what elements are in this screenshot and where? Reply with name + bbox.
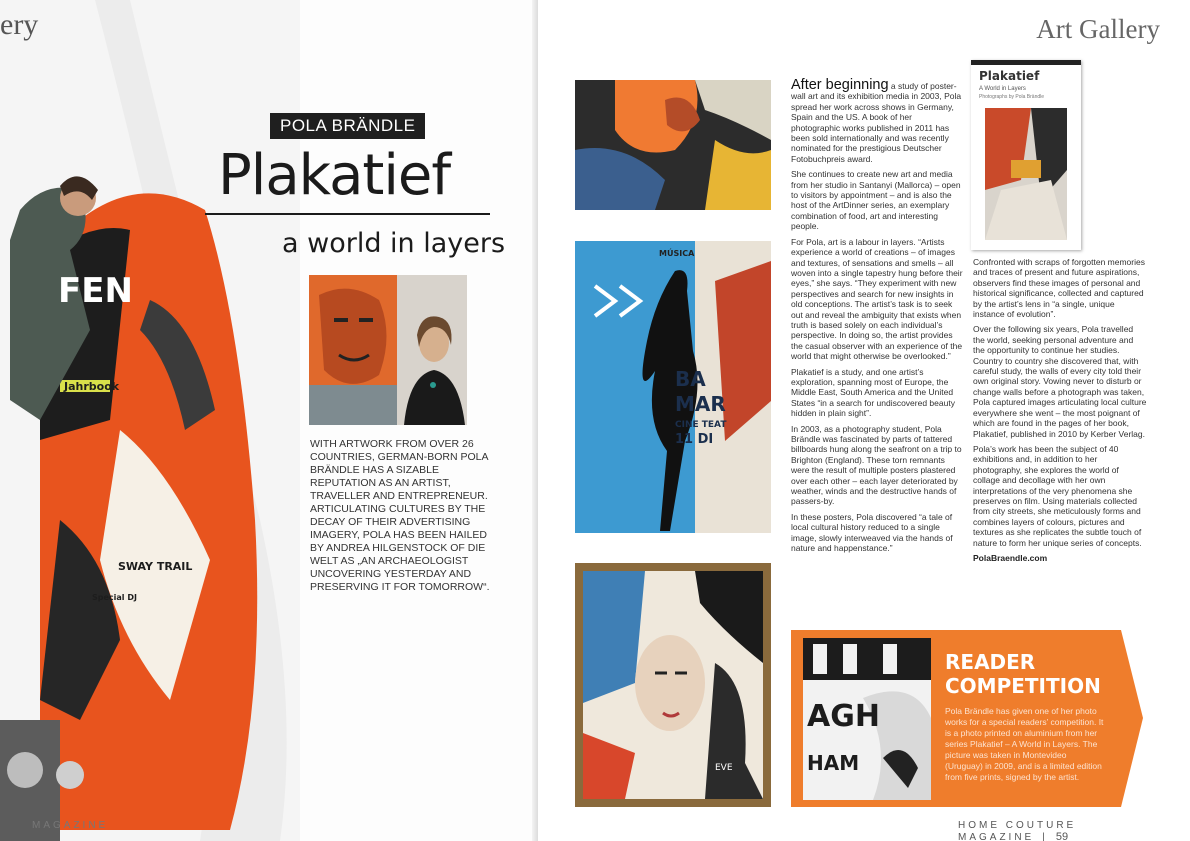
hero-poster-text: FEN (58, 271, 133, 311)
folio-word: ery (0, 8, 39, 41)
article-title: Plakatief (218, 143, 451, 208)
article-paragraph: Plakatief is a study, and one artist’s exploration, spanning most of Europe, the Middle East, South America and the United States “in a search for undiscovered beauty hidden in plain sight”. (791, 366, 955, 419)
lead-text: a study of poster-wall art and its exhibition media in 2003, Pola spread her work across shows in Germany, Spain and the US. A book of her photographic works published in 2011 has been sold internationally and was recently nominated for the prestigious Deutscher Fotobuchpreis award. (791, 81, 962, 164)
poster-2-text: CINE TEAT (675, 420, 727, 430)
article-paragraph: For Pola, art is a labour in layers. “Artists experience a world of creations – of images and textures, of sensations and smells – all woven into a single tapestry hung before their eyes,” she says. “They experiment with new perspectives and search for new insights in old conceptions. The artist’s task is to seek out and reveal the ambiguity that exists when truth is based solely on each individual’s perspective. In doing so, the artist provides the casual observer with an experience of the world that might otherwise be overlooked.” (791, 236, 963, 362)
footer-magazine-left: MAGAZINE (32, 820, 109, 831)
competition-photo (803, 638, 931, 800)
poster-2-text: BA (675, 367, 706, 391)
book-byline: Photographs by Pola Brändle (979, 94, 1045, 100)
right-page (538, 0, 1190, 841)
article-lead-paragraph (791, 77, 963, 164)
poster-2-text: MAR (675, 392, 726, 416)
poster-2-text: MÚSICA (659, 249, 695, 258)
poster-photo-2 (575, 241, 771, 533)
poster-3-text: EVE (715, 763, 733, 773)
book-cover (971, 60, 1081, 250)
hero-poster-text: Special DJ (92, 593, 137, 602)
hero-artist-photo (0, 0, 300, 841)
competition-title-line1: READER (945, 650, 1036, 674)
left-page (0, 0, 538, 841)
poster-photo-3 (575, 563, 771, 807)
artist-website-link[interactable]: PolaBraendle.com (973, 552, 1048, 563)
hero-poster-text: Jahrbook (64, 380, 120, 393)
hero-poster-text: SWAY TRAIL (118, 560, 193, 573)
book-title: Plakatief (979, 69, 1040, 83)
page-footer (958, 820, 1190, 841)
competition-title-line2: COMPETITION (945, 674, 1101, 698)
comp-poster-text: AGH (807, 699, 880, 734)
article-paragraph: Over the following six years, Pola travelled the world, seeking personal adventure and the opportunity to continue her studies. Country to country she discovered that, with careful study, the walls of every city told their own original story. Vowing never to disturb or change walls before a photograph was taken, Pola captured images articulating local culture everywhere she went – the most poignant of which are found in the pages of her book, Plakatief, published in 2010 by Kerber Verlag. (973, 324, 1147, 439)
competition-title (945, 650, 1115, 698)
footer-separator: | (1042, 832, 1048, 841)
poster-photo-1 (575, 80, 771, 210)
artist-name-tag: POLA BRÄNDLE (270, 113, 425, 139)
poster-2-text: 11 DI (675, 432, 714, 447)
article-paragraph: In 2003, as a photography student, Pola Brändle was fascinated by parts of tattered billboards hung along the seafront on a trip to Brighton (England). These torn remnants were the result of multiple posters plastered over each other – each layer deteriorated by weather, winds and the destructive hands of passers-by. (791, 423, 962, 507)
article-column-1 (791, 77, 963, 558)
footer-magazine-name: HOME COUTURE MAGAZINE (958, 820, 1077, 841)
article-paragraph: Confronted with scraps of forgotten memories and traces of present and future aspirations, observers find these images of personal and historical significance, collected and captured by the artist’s lens in “a single, unique instance of evolution”. (973, 257, 1145, 320)
page-number: 59 (1055, 831, 1069, 841)
lead-word: After beginning (791, 77, 889, 93)
intro-paragraph: WITH ARTWORK FROM OVER 26 COUNTRIES, GERMAN-BORN POLA BRÄNDLE HAS A SIZABLE REPUTATION AS AN ARTIST, TRAVELLER AND ENTREPRENEUR. ARTICULATING CULTURES BY THE DECAY OF THEIR ADVERTISING IMAGERY, POLA HAS BEEN HAILED BY ANDREA HILGENSTOCK OF DIE WELT AS „AN ARCHAEOLOGIST UNCOVERING YESTERDAY AND PRESERVING IT FOR TOMORROW“. (310, 438, 490, 593)
article-subtitle: a world in layers (282, 228, 506, 259)
comp-poster-text: HAM (807, 751, 860, 775)
section-title: Art Gallery (1036, 14, 1160, 44)
article-paragraph: In these posters, Pola discovered “a tale of local cultural history reduced to a single image, slowly interweaved via the hands of nature and happenstance.” (791, 511, 953, 554)
article-column-2 (973, 257, 1147, 568)
competition-text: Pola Brändle has given one of her photo works for a special readers’ competition. It is a photo printed on aluminium from her series Plakatief – A World in Layers. The picture was taken in Montevideo (Uruguay) in 2009, and is a limited edition from five prints, signed by the artist. (945, 706, 1104, 782)
article-paragraph: Pola’s work has been the subject of 40 exhibitions and, in addition to her photography, she explores the world of collage and decollage with her own interpretations of the very phenomena she preserves on film. Using materials collected from city streets, she meticulously forms and combines layers of colours, pictures and textures as she replicates the subtle touch of nature to form her unique series of concepts. (973, 443, 1142, 548)
title-underline (205, 213, 490, 215)
book-subtitle: A World in Layers (979, 86, 1026, 92)
artist-portrait-photo (309, 275, 467, 425)
article-paragraph: She continues to create new art and media from her studio in Santanyi (Mallorca) – open to visitors by appointment – and is also the host of the ArtDinner series, an exemplary combination of food, art and interesting people. (791, 169, 961, 232)
